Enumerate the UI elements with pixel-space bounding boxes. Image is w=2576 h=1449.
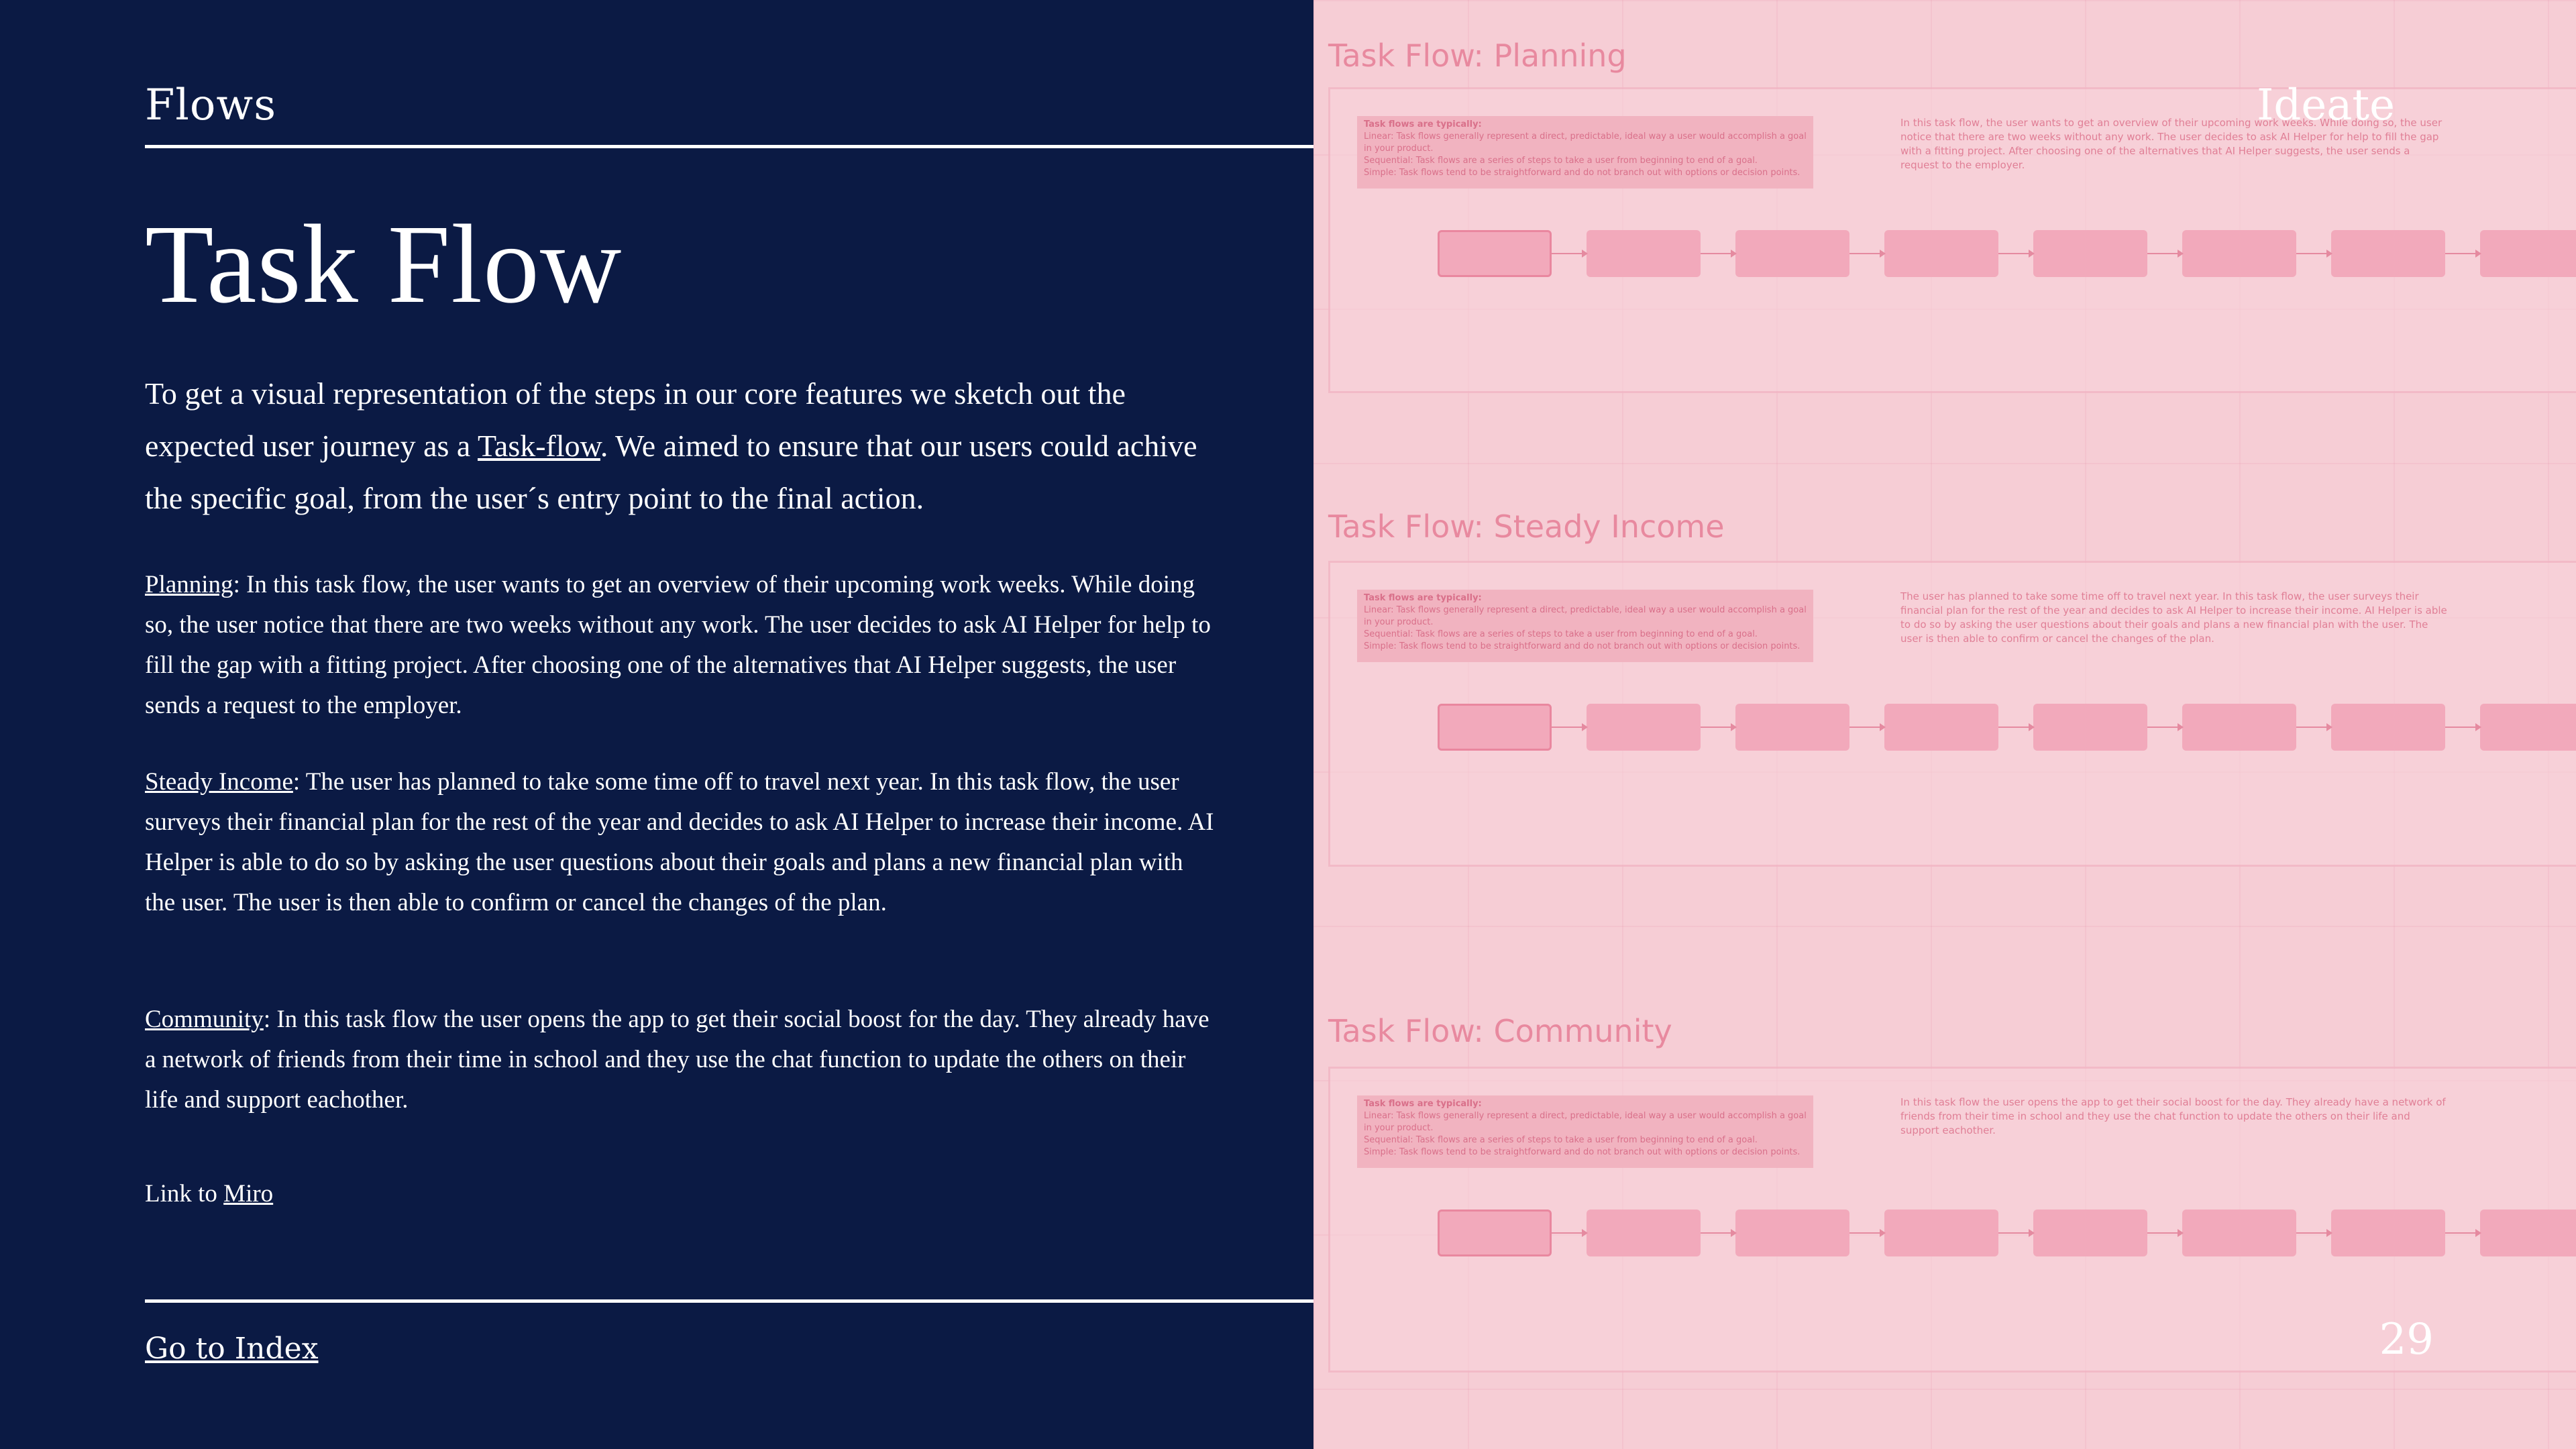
flow-step[interactable] xyxy=(1438,704,1552,751)
flow-boards-panel xyxy=(1313,0,2576,1449)
steady-income-text: : The user has planned to take some time off to travel next year. In this task flow, the user surveys their financial plan for the rest of the year and decides to ask AI Helper to increase their income. AI Helper is able to do so by asking the user questions about their goals and plans a new financial plan with the user. The user is then able to confirm or cancel the changes of the plan. xyxy=(145,768,1214,916)
miro-link[interactable]: Miro xyxy=(223,1180,274,1208)
miro-prefix: Link to xyxy=(145,1180,224,1208)
section-label: Flows xyxy=(145,80,277,130)
flow-step[interactable] xyxy=(2182,1210,2296,1256)
intro-paragraph xyxy=(145,368,1218,525)
notes-item: Simple: Task flows tend to be straightforward and do not branch out with options or decision points. xyxy=(1364,1147,1801,1157)
steady-income-paragraph xyxy=(145,762,1218,923)
arrow-icon xyxy=(2296,1232,2331,1234)
flow-steps xyxy=(1438,704,2576,751)
notes-item: Sequential: Task flows are a series of steps to take a user from beginning to end of a goal. xyxy=(1364,1135,1758,1145)
notes-item: Sequential: Task flows are a series of steps to take a user from beginning to end of a goal. xyxy=(1364,629,1758,639)
board-notes xyxy=(1357,116,1813,189)
board-steady-income xyxy=(1328,561,2576,867)
arrow-icon xyxy=(1998,1232,2033,1234)
arrow-icon xyxy=(1849,253,1884,254)
arrow-icon xyxy=(2296,253,2331,254)
flow-step[interactable] xyxy=(2331,704,2445,751)
arrow-icon xyxy=(1998,253,2033,254)
flow-step[interactable] xyxy=(2331,1210,2445,1256)
arrow-icon xyxy=(1552,727,1587,728)
notes-item: Linear: Task flows generally represent a direct, predictable, ideal way a user would accomplish a goal in your product. xyxy=(1364,605,1807,627)
arrow-icon xyxy=(1552,1232,1587,1234)
flow-step[interactable] xyxy=(2033,1210,2147,1256)
arrow-icon xyxy=(2147,727,2182,728)
stage-label: Ideate xyxy=(2257,80,2395,130)
notes-heading: Task flows are typically: xyxy=(1364,593,1482,603)
board-title-community: Task Flow: Community xyxy=(1328,1013,1672,1049)
flow-step[interactable] xyxy=(2480,1210,2576,1256)
board-notes xyxy=(1357,1095,1813,1168)
flow-step[interactable] xyxy=(1735,704,1849,751)
arrow-icon xyxy=(2147,1232,2182,1234)
intro-text-before: To get a visual representation of the steps in our core features we sketch out the expected user journey as a xyxy=(145,376,1126,463)
flow-step[interactable] xyxy=(1587,230,1701,277)
notes-heading: Task flows are typically: xyxy=(1364,1099,1482,1109)
community-paragraph xyxy=(145,1000,1218,1120)
flow-step[interactable] xyxy=(1587,1210,1701,1256)
flow-step[interactable] xyxy=(2331,230,2445,277)
notes-item: Simple: Task flows tend to be straightforward and do not branch out with options or decision points. xyxy=(1364,168,1801,178)
board-title-planning: Task Flow: Planning xyxy=(1328,38,1627,74)
flow-step[interactable] xyxy=(1735,230,1849,277)
flow-steps xyxy=(1438,230,2576,277)
flow-steps xyxy=(1438,1210,2576,1256)
arrow-icon xyxy=(2296,727,2331,728)
flow-step[interactable] xyxy=(2182,230,2296,277)
intro-text-after: . We aimed to ensure that our users could achive the specific goal, from the user´s entry point to the final action. xyxy=(145,429,1197,515)
arrow-icon xyxy=(1701,1232,1735,1234)
board-planning xyxy=(1328,87,2576,393)
task-flow-link[interactable]: Task-flow xyxy=(478,429,600,463)
flow-step[interactable] xyxy=(1735,1210,1849,1256)
board-notes xyxy=(1357,590,1813,662)
notes-item: Linear: Task flows generally represent a direct, predictable, ideal way a user would accomplish a goal in your product. xyxy=(1364,1111,1807,1133)
arrow-icon xyxy=(2445,1232,2480,1234)
page-number: 29 xyxy=(2379,1315,2434,1364)
flow-step[interactable] xyxy=(1438,1210,1552,1256)
notes-heading: Task flows are typically: xyxy=(1364,119,1482,129)
arrow-icon xyxy=(1849,1232,1884,1234)
board-title-steady-income: Task Flow: Steady Income xyxy=(1328,508,1725,545)
arrow-icon xyxy=(1701,727,1735,728)
flow-step[interactable] xyxy=(1438,230,1552,277)
arrow-icon xyxy=(1552,253,1587,254)
arrow-icon xyxy=(2445,727,2480,728)
planning-paragraph xyxy=(145,565,1218,726)
flow-step[interactable] xyxy=(2033,704,2147,751)
go-to-index-link[interactable]: Go to Index xyxy=(145,1332,319,1366)
flow-step[interactable] xyxy=(2182,704,2296,751)
flow-step[interactable] xyxy=(2033,230,2147,277)
steady-income-link[interactable]: Steady Income xyxy=(145,768,293,796)
flow-step[interactable] xyxy=(2480,230,2576,277)
planning-text: : In this task flow, the user wants to get an overview of their upcoming work weeks. While doing so, the user notice that there are two weeks without any work. The user decides to ask AI Helper for help to fill the gap with a fitting project. After choosing one of the alternatives that AI Helper suggests, the user sends a request to the employer. xyxy=(145,571,1211,719)
arrow-icon xyxy=(1849,727,1884,728)
flow-step[interactable] xyxy=(1884,1210,1998,1256)
flow-step[interactable] xyxy=(1884,230,1998,277)
board-description: The user has planned to take some time off to travel next year. In this task flow, the user surveys their financial plan for the rest of the year and decides to ask AI Helper to increase their income. AI Helper is able to do so by asking the user questions about their goals and plans a new financial plan with the user. The user is then able to confirm or cancel the changes of the plan. xyxy=(1900,590,2447,645)
notes-item: Sequential: Task flows are a series of steps to take a user from beginning to end of a goal. xyxy=(1364,156,1758,166)
flow-step[interactable] xyxy=(2480,704,2576,751)
arrow-icon xyxy=(1998,727,2033,728)
flow-step[interactable] xyxy=(1884,704,1998,751)
community-link[interactable]: Community xyxy=(145,1006,264,1033)
arrow-icon xyxy=(1701,253,1735,254)
arrow-icon xyxy=(2445,253,2480,254)
notes-item: Linear: Task flows generally represent a direct, predictable, ideal way a user would accomplish a goal in your product. xyxy=(1364,131,1807,154)
board-description: In this task flow, the user wants to get an overview of their upcoming work weeks. While doing so, the user notice that there are two weeks without any work. The user decides to ask AI Helper for help to fill the gap with a fitting project. After choosing one of the alternatives that AI Helper suggests, the user sends a request to the employer. xyxy=(1900,117,2443,171)
community-text: : In this task flow the user opens the app to get their social boost for the day. They already have a network of friends from their time in school and they use the chat function to update the others on their life and support eachother. xyxy=(145,1006,1210,1114)
page-title: Task Flow xyxy=(145,202,623,327)
board-description: In this task flow the user opens the app to get their social boost for the day. They already have a network of friends from their time in school and they use the chat function to update the others on their life and support eachother. xyxy=(1900,1096,2446,1136)
planning-link[interactable]: Planning xyxy=(145,571,233,598)
arrow-icon xyxy=(2147,253,2182,254)
notes-item: Simple: Task flows tend to be straightforward and do not branch out with options or decision points. xyxy=(1364,641,1801,651)
flow-step[interactable] xyxy=(1587,704,1701,751)
miro-link-row xyxy=(145,1179,273,1208)
